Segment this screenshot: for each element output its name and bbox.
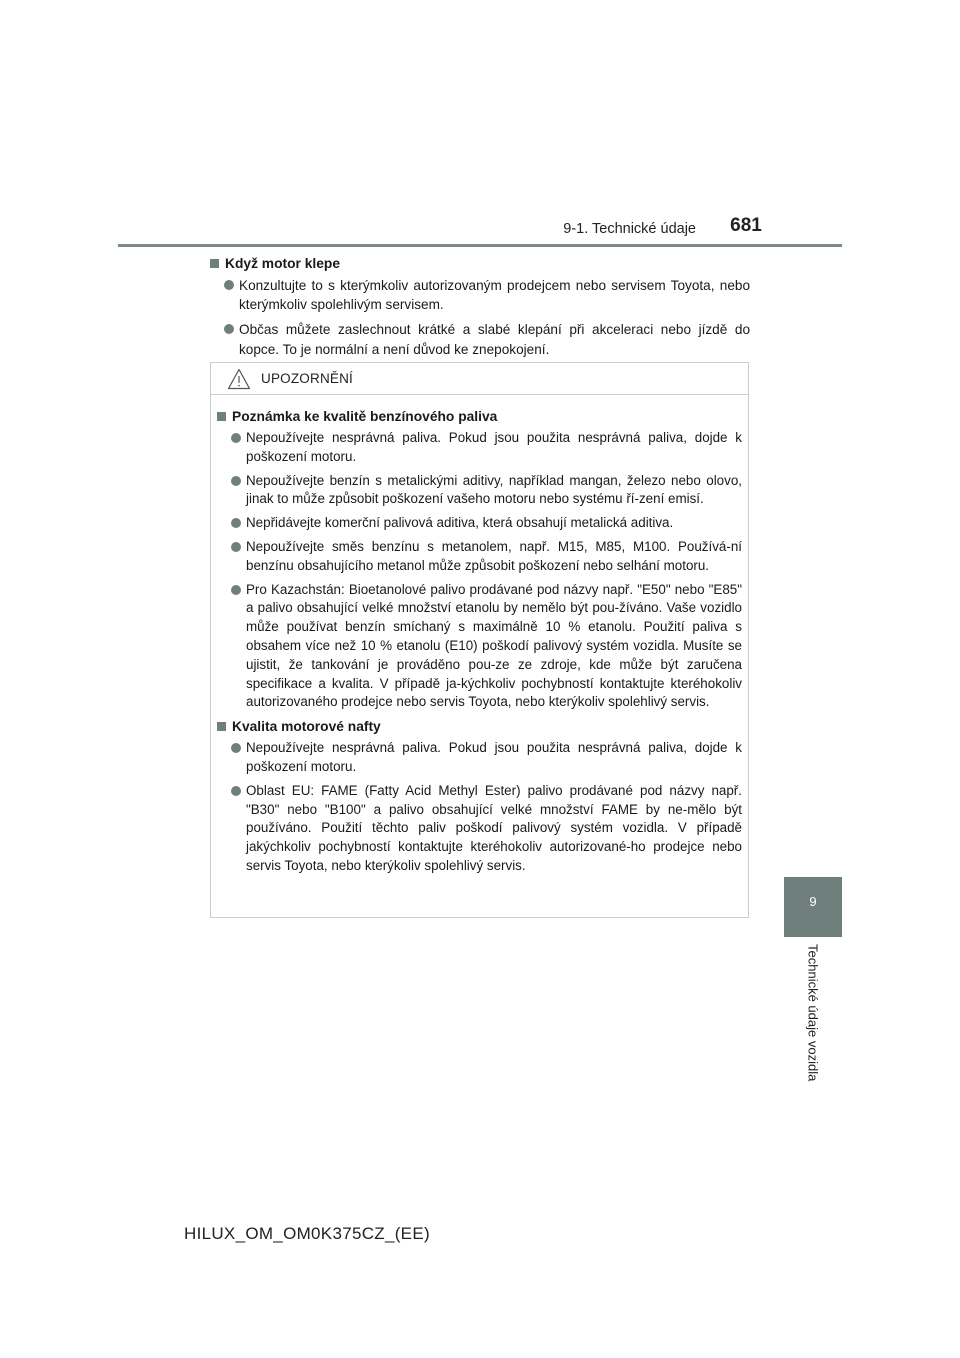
round-bullet-icon: [231, 786, 241, 796]
chapter-label: [799, 944, 827, 1104]
page-number: 681: [730, 215, 762, 236]
square-heading-icon: [217, 412, 226, 421]
intro-heading-text: Když motor klepe: [225, 256, 340, 271]
section-heading-text: Kvalita motorové nafty: [232, 719, 381, 735]
list-item: [231, 739, 742, 777]
round-bullet-icon: [231, 518, 241, 528]
list-item: [224, 276, 750, 314]
document-code: HILUX_OM_OM0K375CZ_(EE): [184, 1224, 430, 1243]
section-heading-text: Poznámka ke kvalitě benzínového paliva: [232, 409, 498, 424]
round-bullet-icon: [224, 324, 234, 334]
warning-body: [211, 395, 748, 876]
round-bullet-icon: [231, 542, 241, 552]
chapter-label-text: Technické údaje vozidla: [805, 944, 821, 1082]
round-bullet-icon: [231, 433, 241, 443]
intro-section: [210, 254, 750, 365]
list-item: [231, 429, 742, 467]
diesel-quality-heading: [217, 717, 742, 736]
warning-header: [211, 363, 748, 395]
round-bullet-icon: [231, 585, 241, 595]
round-bullet-icon: [231, 476, 241, 486]
list-item-text: Nepřidávejte komerční palivová aditiva, která obsahují metalická aditiva.: [246, 515, 674, 531]
fuel-quality-heading: [217, 407, 742, 426]
header-divider: [118, 244, 842, 247]
list-item-text: Konzultujte to s kterýmkoliv autorizovaným prodejcem nebo servisem Toyota, nebo kterýmkoliv spolehlivým servisem.: [239, 278, 750, 313]
list-item: [231, 782, 742, 876]
list-item-text: Občas můžete zaslechnout krátké a slabé klepání při akceleraci nebo jízdě do kopce. To je normální a není důvod ke znepokojení.: [239, 322, 750, 357]
list-item: [231, 581, 742, 713]
warning-triangle-icon: [227, 368, 251, 390]
list-item: [231, 472, 742, 510]
list-item: [231, 514, 742, 533]
list-item-text: Pro Kazachstán: Bioetanolové palivo prodávané pod názvy např. "E50" nebo "E85" a palivo obsahující velké množství etanolu by nemělo být pou-žíváno. Vaše vozidlo může používat benzín smíchaný s maximálně 10 % etanolu. Použití paliva s obsahem více než 10 % etanolu (E10) poškodí palivový systém vozidla. Musíte se ujistit, že tankování je prováděno pou-ze ze zdroje, kde může být zaručena specifikace a kvalita. V případě ja-kýchkoliv pochybností kontaktujte kteréhokoliv autorizovaného prodejce nebo servis Toyota, nebo kterýkoliv spolehlivý servis.: [246, 581, 742, 710]
list-item-text: Nepoužívejte benzín s metalickými aditivy, například mangan, železo nebo olovo, jinak to může způsobit poškození vašeho motoru nebo systému ří-zení emisí.: [246, 472, 742, 507]
round-bullet-icon: [231, 743, 241, 753]
header-section-title: 9-1. Technické údaje: [563, 221, 696, 237]
round-bullet-icon: [224, 280, 234, 290]
square-heading-icon: [217, 722, 226, 731]
list-item-text: Nepoužívejte směs benzínu s metanolem, např. M15, M85, M100. Používá-ní benzínu obsahujícího metanol může způsobit poškození nebo selhání motoru.: [246, 538, 742, 573]
list-item-text: Oblast EU: FAME (Fatty Acid Methyl Ester) palivo prodávané pod názvy např. "B30" nebo "B100" a palivo obsahující velké množství FAME by ne-mělo být používáno. Použití těchto paliv poškodí palivový systém vozidla. V případě jakýchkoliv pochybností kontaktujte kteréhokoliv autorizované-ho prodejce nebo servis Toyota, nebo kterýkoliv spolehlivý servis.: [246, 782, 742, 873]
square-heading-icon: [210, 259, 219, 268]
chapter-tab: 9: [784, 877, 842, 937]
list-item: [224, 320, 750, 358]
warning-title: UPOZORNĚNÍ: [261, 371, 354, 386]
list-item-text: Nepoužívejte nesprávná paliva. Pokud jsou použita nesprávná paliva, dojde k poškození motoru.: [246, 740, 742, 774]
warning-box: [210, 362, 749, 918]
list-item-text: Nepoužívejte nesprávná paliva. Pokud jsou použita nesprávná paliva, dojde k poškození motoru.: [246, 430, 742, 464]
list-item: [231, 538, 742, 576]
intro-heading: [210, 254, 750, 273]
